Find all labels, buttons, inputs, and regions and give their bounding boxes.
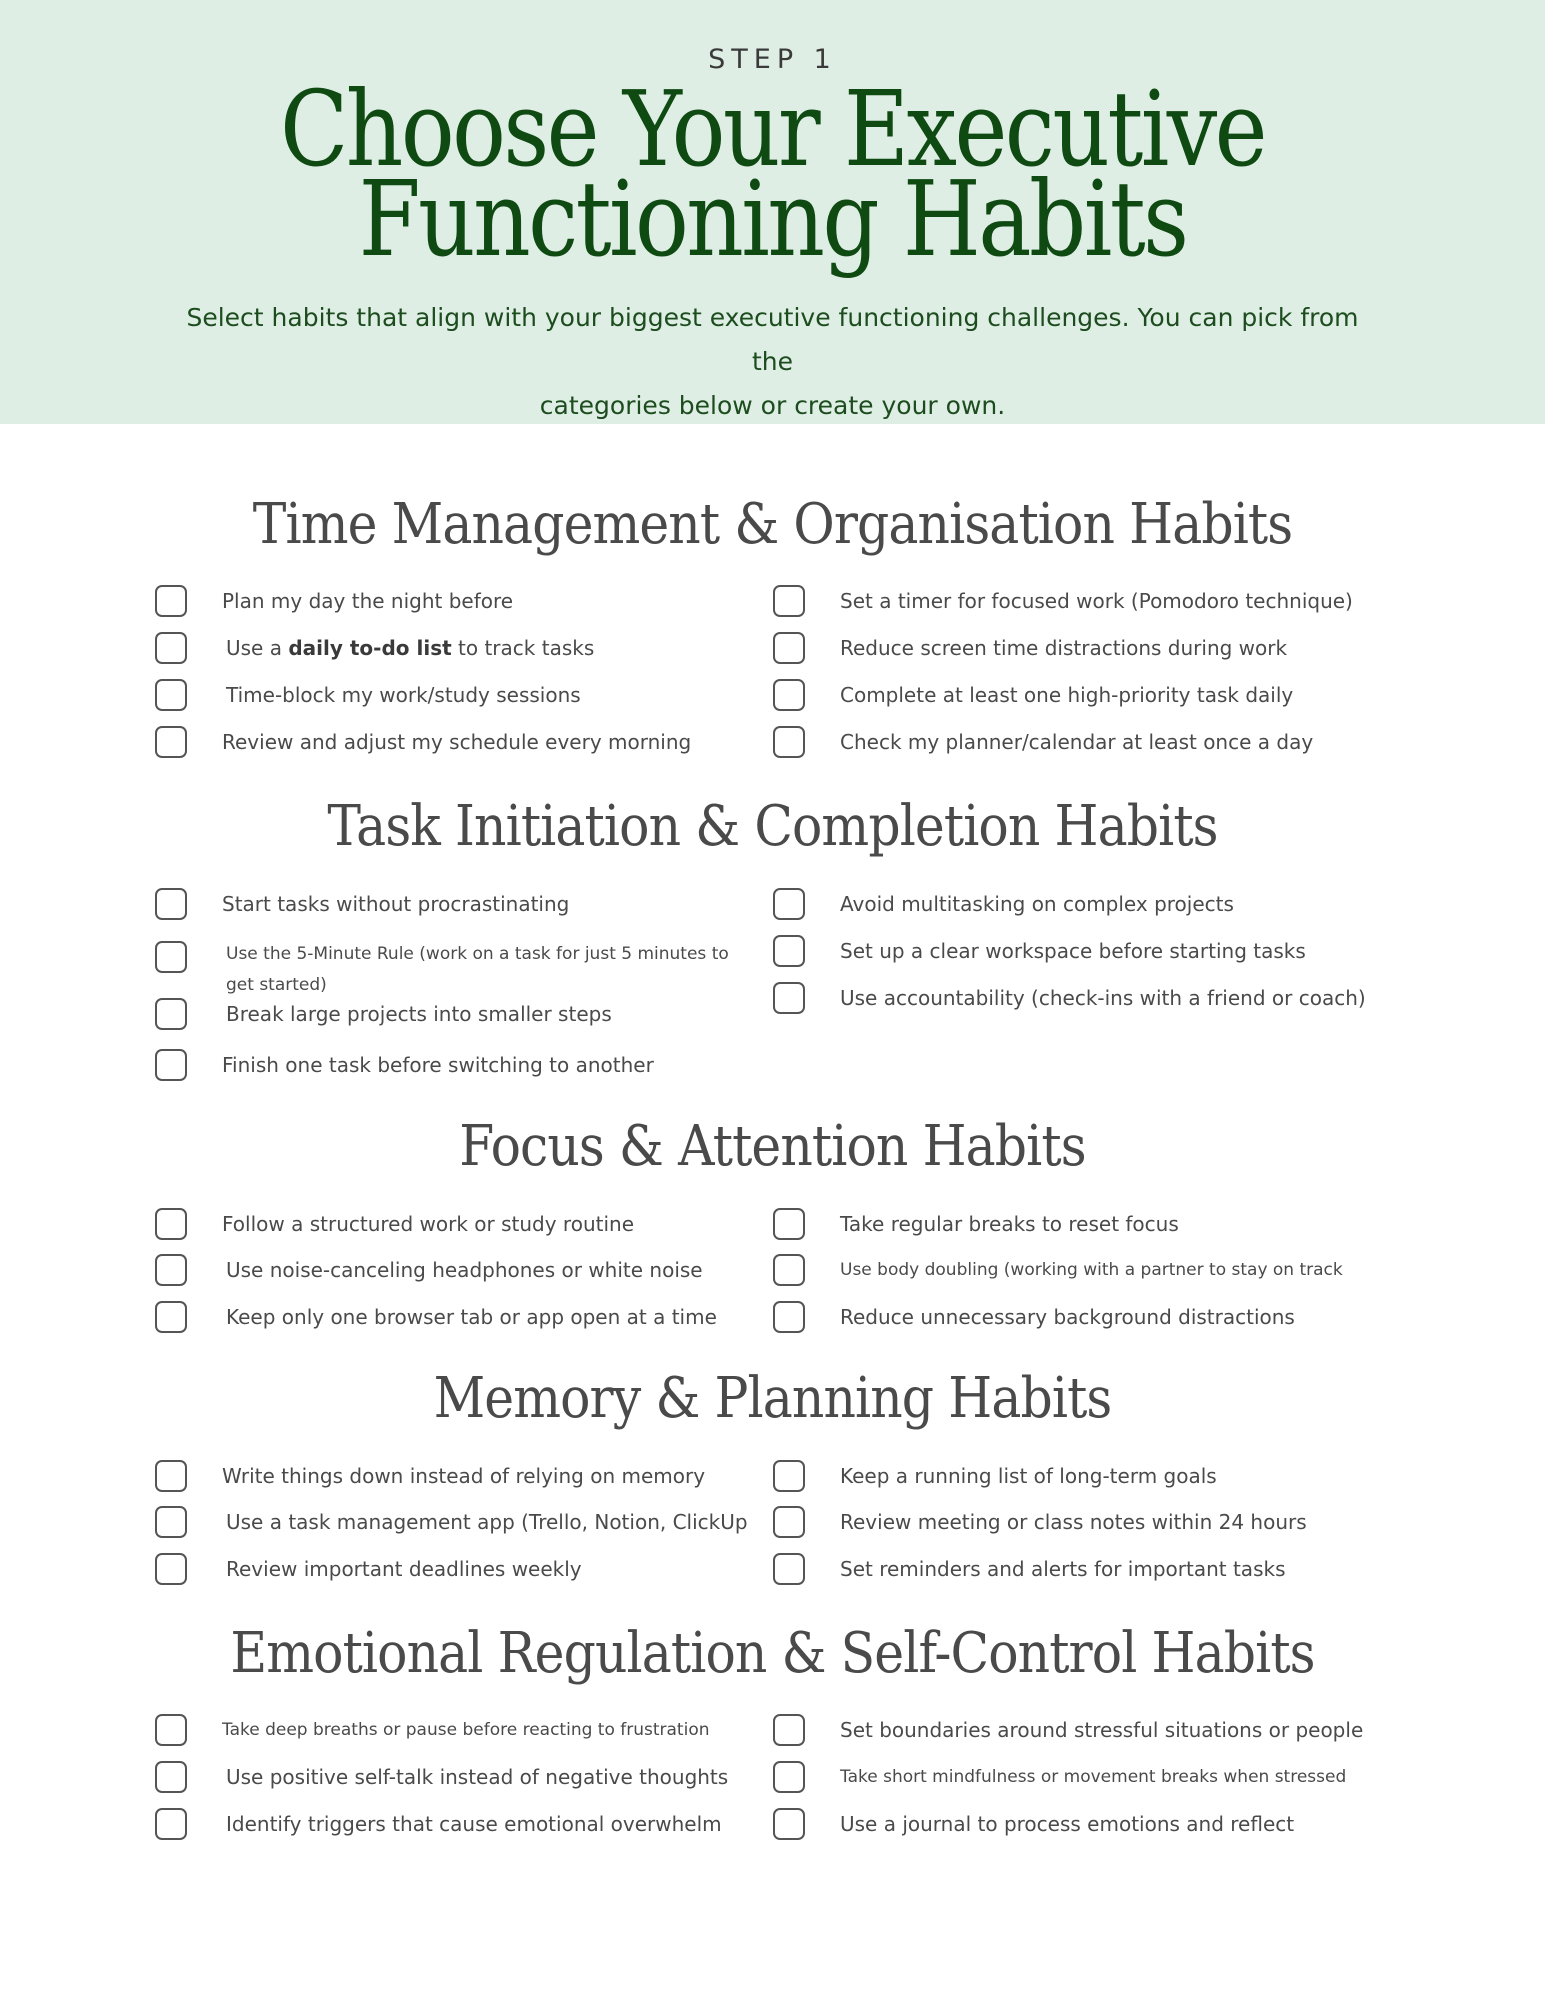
habit-label: Keep a running list of long-term goals [840,1464,1217,1488]
habit-label: Use body doubling (working with a partner to stay on track [840,1260,1343,1280]
page-title-line-2: Functioning Habits [358,158,1187,280]
habit-checkbox[interactable] [155,1460,187,1492]
habit-label: Follow a structured work or study routine [222,1212,634,1236]
habit-checkbox[interactable] [155,998,187,1030]
habit-checkbox[interactable] [155,941,187,973]
habit-label: Plan my day the night before [222,589,514,613]
habit-checkbox[interactable] [773,1714,805,1746]
habit-checkbox[interactable] [155,1761,187,1793]
habit-label: Review important deadlines weekly [226,1557,582,1581]
section-title-time-management: Time Management & Organisation Habits [252,492,1293,557]
intro-line-1: Select habits that align with your biggest executive functioning challenges. You can pick from the [186,303,1359,376]
habit-checkbox[interactable] [773,726,805,758]
habit-checkbox[interactable] [773,1553,805,1585]
habit-label: Break large projects into smaller steps [226,1002,612,1026]
habit-label: Use noise-canceling headphones or white noise [226,1258,703,1282]
habit-label: Reduce screen time distractions during work [840,636,1288,660]
habit-checkbox[interactable] [773,1208,805,1240]
habit-checkbox[interactable] [155,632,187,664]
habit-label: Complete at least one high-priority task daily [840,683,1294,707]
habit-checkbox[interactable] [155,585,187,617]
habit-label: Avoid multitasking on complex projects [840,892,1234,916]
habit-checkbox[interactable] [155,1553,187,1585]
header-banner [0,0,1545,424]
habit-label: Write things down instead of relying on memory [222,1464,706,1488]
habit-label: Take regular breaks to reset focus [840,1212,1179,1236]
habit-checkbox[interactable] [773,1808,805,1840]
step-label: STEP 1 [708,44,837,75]
habit-checkbox[interactable] [155,1506,187,1538]
habit-label: Take short mindfulness or movement breaks when stressed [840,1767,1347,1787]
habit-label: Use accountability (check-ins with a friend or coach) [840,986,1366,1010]
habit-checkbox[interactable] [773,888,805,920]
habit-label: Set boundaries around stressful situations or people [840,1718,1364,1742]
habit-checkbox[interactable] [155,726,187,758]
habit-checkbox[interactable] [155,1208,187,1240]
habit-checkbox[interactable] [155,1301,187,1333]
page-title [108,68,1437,280]
section-title-emotional-regulation: Emotional Regulation & Self-Control Habits [230,1621,1315,1686]
habit-checkbox[interactable] [155,1049,187,1081]
habit-label: Set a timer for focused work (Pomodoro technique) [840,589,1353,613]
habit-label: Set up a clear workspace before starting tasks [840,939,1306,963]
intro-text [170,296,1375,428]
habit-checkbox[interactable] [773,1460,805,1492]
habit-label-emphasis: daily to-do list [288,636,452,660]
habit-label: Check my planner/calendar at least once a day [840,730,1314,754]
habit-label: Reduce unnecessary background distractions [840,1305,1295,1329]
section-title-memory-planning: Memory & Planning Habits [433,1366,1112,1431]
habit-checkbox[interactable] [773,1254,805,1286]
habit-checkbox[interactable] [155,1808,187,1840]
habit-label: Review meeting or class notes within 24 hours [840,1510,1307,1534]
habit-checkbox[interactable] [773,935,805,967]
habit-checkbox[interactable] [155,679,187,711]
habit-label: Take deep breaths or pause before reacting to frustration [222,1720,710,1740]
habit-checkbox[interactable] [773,1761,805,1793]
page-title-line-1: Choose Your Executive [279,68,1266,190]
habit-label: Use the 5-Minute Rule (work on a task for just 5 minutes to get started) [226,944,729,995]
habit-label: Time-block my work/study sessions [226,683,581,707]
habit-checkbox[interactable] [773,982,805,1014]
habit-checkbox[interactable] [773,1506,805,1538]
habit-checkbox[interactable] [773,632,805,664]
habit-label: Set reminders and alerts for important tasks [840,1557,1286,1581]
habit-checkbox[interactable] [773,679,805,711]
section-title-task-initiation: Task Initiation & Completion Habits [327,794,1218,859]
habit-checkbox[interactable] [773,1301,805,1333]
habit-label: Finish one task before switching to another [222,1053,654,1077]
habit-label: Start tasks without procrastinating [222,892,570,916]
habit-label: Keep only one browser tab or app open at a time [226,1305,717,1329]
habit-label: Identify triggers that cause emotional overwhelm [226,1812,722,1836]
intro-line-2: categories below or create your own. [539,391,1006,420]
habit-checkbox[interactable] [155,1254,187,1286]
habit-label: Use a daily to-do list to track tasks [226,636,595,660]
habit-checkbox[interactable] [773,585,805,617]
section-title-focus-attention: Focus & Attention Habits [459,1114,1086,1179]
habit-label: Use a journal to process emotions and reflect [840,1812,1295,1836]
habit-checkbox[interactable] [155,1714,187,1746]
habit-label: Use positive self-talk instead of negative thoughts [226,1765,729,1789]
habit-checkbox[interactable] [155,888,187,920]
habit-label: Review and adjust my schedule every morning [222,730,692,754]
habit-label: Use a task management app (Trello, Notion, ClickUp [226,1510,748,1534]
